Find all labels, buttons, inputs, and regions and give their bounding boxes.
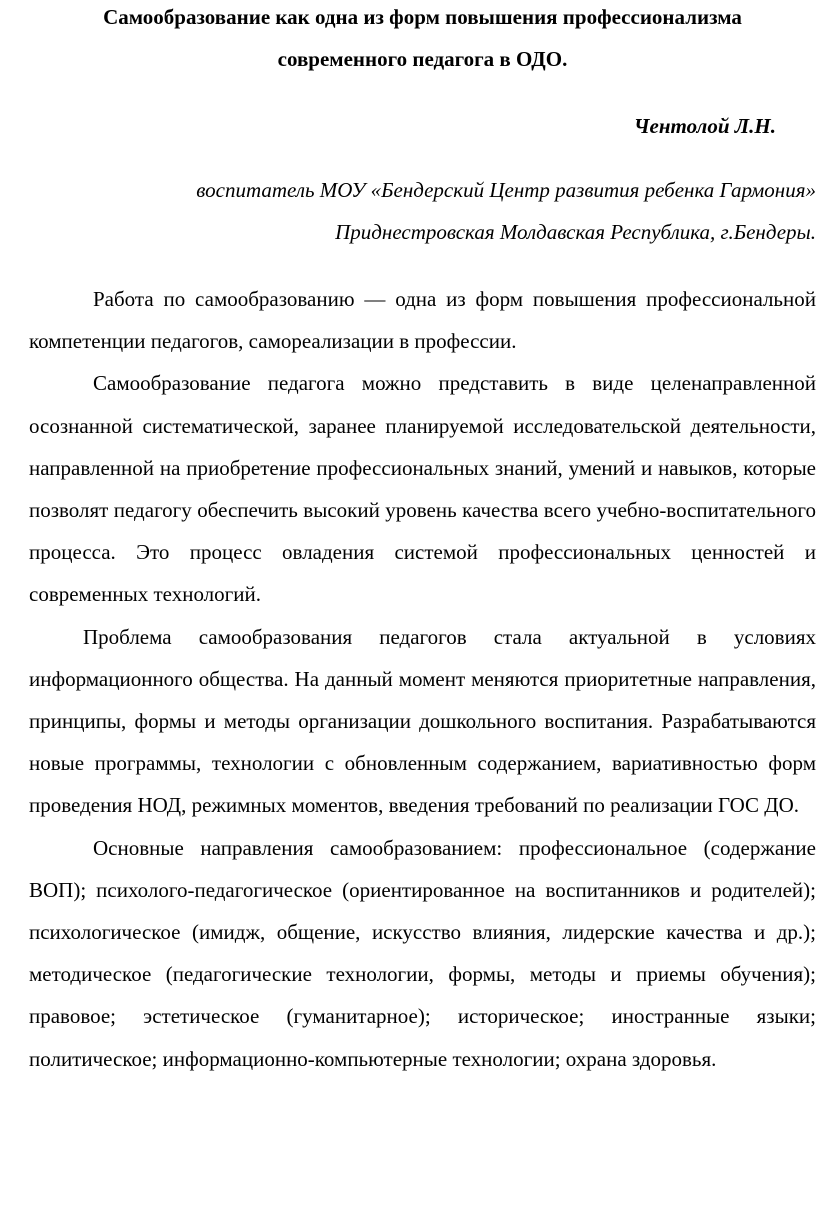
- author-name: Чентолой Л.Н.: [633, 114, 776, 138]
- body-paragraph: Самообразование педагога можно представить в виде целенаправленной осознанной систематической, заранее планируемой исследовательской деятельности, направленной на приобретение профессиональных знаний, умений и навыков, которые позволят педагогу обеспечить высокий уровень качества всего учебно-воспитательного процесса. Это процесс овладения системой профессиональных ценностей и современных технологий.: [29, 371, 816, 607]
- body-paragraph: Проблема самообразования педагогов стала актуальной в условиях информационного общества. На данный момент меняются приоритетные направления, принципы, формы и методы организации дошкольного воспитания. Разрабатываются новые программы, технологии с обновленным содержанием, вариативностью форм проведения НОД, режимных моментов, введения требований по реализации ГОС ДО.: [29, 624, 816, 818]
- author-affiliation: [196, 169, 816, 253]
- document-page: [29, 0, 816, 1213]
- document-title: [29, 0, 816, 80]
- title-line-1: Самообразование как одна из форм повышения профессионализма: [103, 5, 742, 29]
- body-paragraph: Основные направления самообразованием: профессиональное (содержание ВОП); психолого-педагогическое (ориентированное на воспитанников и родителей); психологическое (имидж, общение, искусство влияния, лидерские качества и др.); методическое (педагогические технологии, формы, методы и приемы обучения); правовое; эстетическое (гуманитарное); историческое; иностранные языки; политическое; информационно-компьютерные технологии; охрана здоровья.: [29, 835, 816, 1071]
- title-line-2: современного педагога в ОДО.: [277, 47, 568, 71]
- affiliation-line-1: воспитатель МОУ «Бендерский Центр развития ребенка Гармония»: [196, 178, 816, 202]
- body-paragraph: Работа по самообразованию — одна из форм повышения профессиональной компетенции педагогов, самореализации в профессии.: [29, 287, 816, 354]
- affiliation-line-2: Приднестровская Молдавская Республика, г.Бендеры.: [335, 220, 816, 244]
- document-body: [29, 278, 816, 1080]
